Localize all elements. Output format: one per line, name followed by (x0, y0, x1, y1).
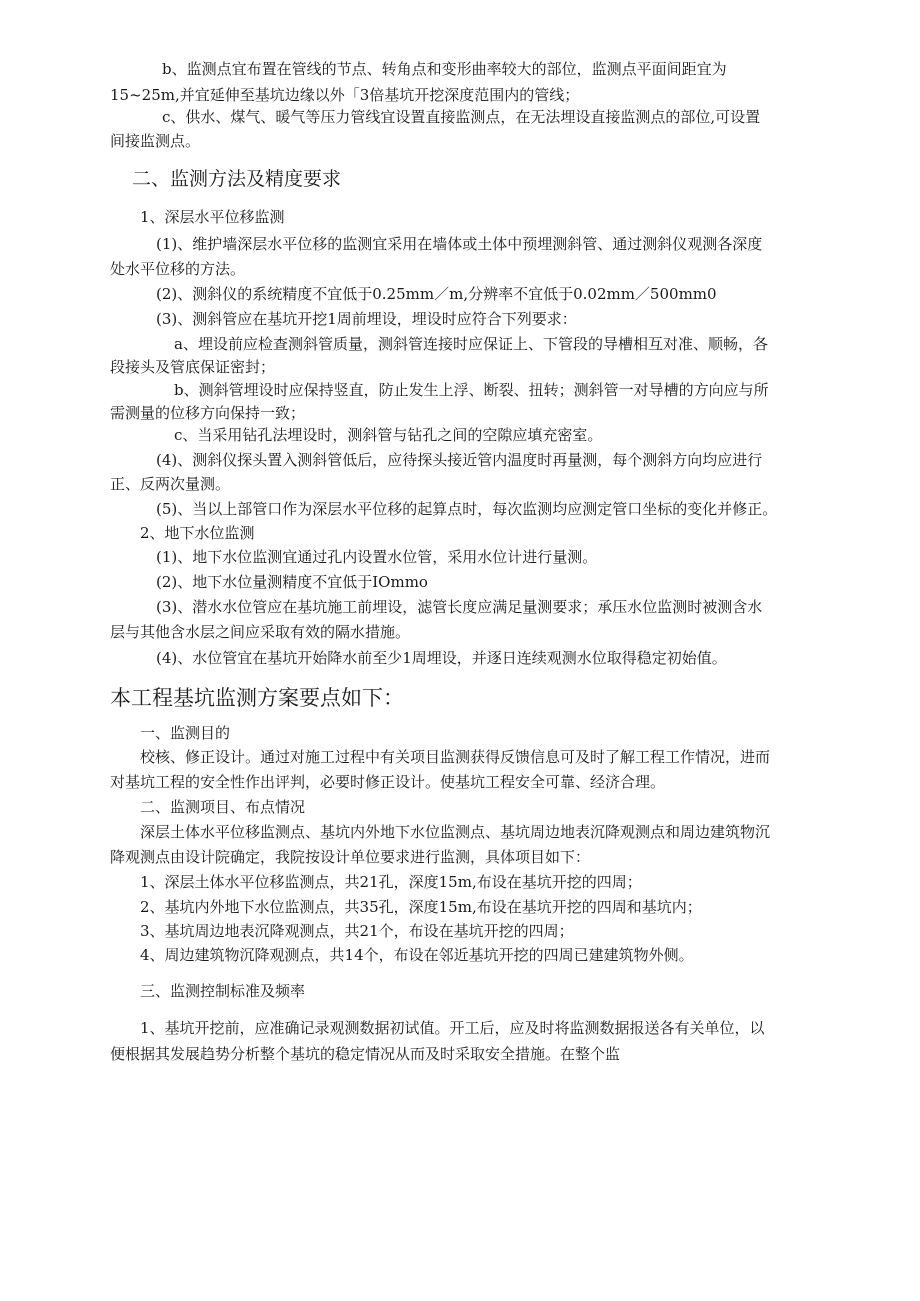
text-line: (2)、测斜仪的系统精度不宜低于0.25mm／m,分辨率不宜低于0.02mm／500mm0 (156, 285, 717, 303)
text-line: 对基坑工程的安全性作出评判，必要时修正设计。使基坑工程安全可靠、经济合理。 (110, 773, 666, 791)
text-line: (5)、当以上部管口作为深层水平位移的起算点时，每次监测均应测定管口坐标的变化并修正。 (156, 500, 778, 518)
text-line: a、埋设前应检查测斜管质量，测斜管连接时应保证上、下管段的导槽相互对准、顺畅，各 (174, 335, 768, 353)
subsection-title: 三、监测控制标准及频率 (140, 982, 306, 1000)
text-line: b、测斜管埋设时应保持竖直，防止发生上浮、断裂、扭转；测斜管一对导槽的方向应与所 (174, 381, 769, 399)
text-line: 1、基坑开挖前，应准确记录观测数据初试值。开工后，应及时将监测数据报送各有关单位，以 (140, 1019, 765, 1037)
text-line: 深层土体水平位移监测点、基坑内外地下水位监测点、基坑周边地表沉降观测点和周边建筑物沉 (140, 823, 771, 841)
text-line: (4)、水位管宜在基坑开始降水前至少1周埋设，并逐日连续观测水位取得稳定初始值。 (156, 649, 727, 667)
subsection-title: 2、地下水位监测 (140, 524, 255, 542)
section-heading: 二、监测方法及精度要求 (132, 168, 342, 190)
main-heading: 本工程基坑监测方案要点如下： (110, 686, 404, 710)
text-line: b、监测点宜布置在管线的节点、转角点和变形曲率较大的部位，监测点平面间距宜为 (162, 60, 727, 78)
text-line: (3)、潜水水位管应在基坑施工前埋设，滤管长度应满足量测要求；承压水位监测时被测含水 (156, 598, 763, 616)
text-line: 处水平位移的方法。 (110, 260, 246, 278)
text-line: (1)、维护墙深层水平位移的监测宜采用在墙体或土体中预埋测斜管、通过测斜仪观测各深度 (156, 235, 763, 253)
list-item: 3、基坑周边地表沉降观测点，共21个，布设在基坑开挖的四周； (140, 922, 574, 940)
text-line: (1)、地下水位监测宜通过孔内设置水位管，采用水位计进行量测。 (156, 548, 598, 566)
text-line: 便根据其发展趋势分析整个基坑的稳定情况从而及时采取安全措施。在整个监 (110, 1045, 621, 1063)
text-line: 校核、修正设计。通过对施工过程中有关项目监测获得反馈信息可及时了解工程工作情况，进而 (140, 748, 771, 766)
text-line: 正、反两次量测。 (110, 475, 231, 493)
list-item: 2、基坑内外地下水位监测点，共35孔，深度15m,布设在基坑开挖的四周和基坑内； (140, 898, 702, 916)
text-line: c、当采用钻孔法埋设时，测斜管与钻孔之间的空隙应填充密室。 (174, 426, 603, 444)
text-line: 降观测点由设计院确定，我院按设计单位要求进行监测，具体项目如下： (110, 848, 591, 866)
text-line: (4)、测斜仪探头置入测斜管低后，应待探头接近管内温度时再量测，每个测斜方向均应进行 (156, 451, 763, 469)
subsection-title: 一、监测目的 (140, 724, 231, 742)
text-line: 需测量的位移方向保持一致； (110, 404, 306, 422)
subsection-title: 1、深层水平位移监测 (140, 208, 285, 226)
list-item: 1、深层土体水平位移监测点，共21孔，深度15m,布设在基坑开挖的四周； (140, 873, 642, 891)
list-item: 4、周边建筑物沉降观测点，共14个，布设在邻近基坑开挖的四周已建建筑物外侧。 (140, 946, 694, 964)
text-line: (3)、测斜管应在基坑开挖1周前埋设，埋设时应符合下列要求： (156, 310, 577, 328)
subsection-title: 二、监测项目、布点情况 (140, 798, 306, 816)
text-line: 段接头及管底保证密封； (110, 358, 276, 376)
text-line: (2)、地下水位量测精度不宜低于IOmmo (156, 573, 428, 591)
text-line: 15~25m,并宜延伸至基坑边缘以外「3倍基坑开挖深度范围内的管线； (110, 86, 580, 104)
text-line: 间接监测点。 (110, 132, 201, 150)
text-line: 层与其他含水层之间应采取有效的隔水措施。 (110, 623, 411, 641)
text-line: c、供水、煤气、暖气等压力管线宜设置直接监测点，在无法埋设直接监测点的部位,可设置 (162, 108, 761, 126)
